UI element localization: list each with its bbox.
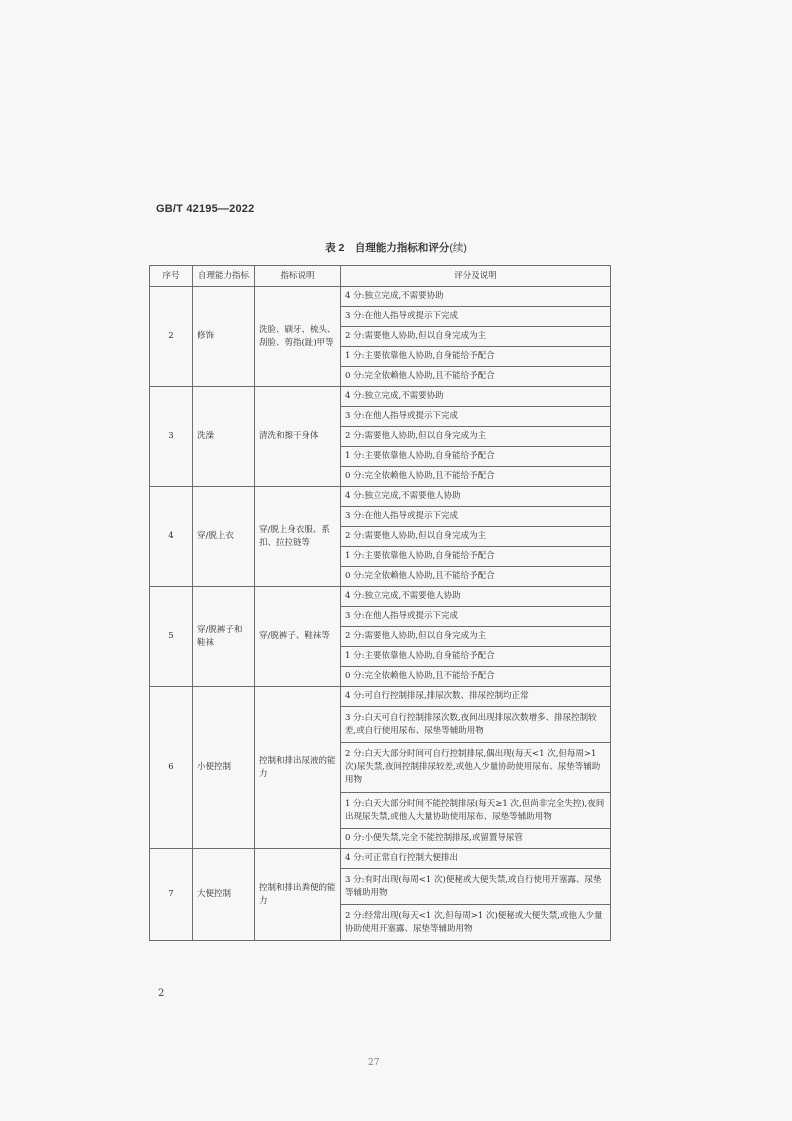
header-score: 评分及说明 [341, 266, 611, 287]
score-cell: 0 分:完全依赖他人协助,且不能给予配合 [341, 467, 611, 487]
footer-mark: 27 [368, 1058, 380, 1068]
score-cell: 4 分:独立完成,不需要协助 [341, 287, 611, 307]
score-cell: 1 分:主要依靠他人协助,自身能给予配合 [341, 647, 611, 667]
ability-cell: 穿/脱裤子和鞋袜 [193, 587, 255, 687]
table-row [150, 487, 611, 507]
score-cell: 2 分:需要他人协助,但以自身完成为主 [341, 427, 611, 447]
serial-cell: 6 [150, 687, 193, 849]
description-cell: 穿/脱上身衣服、系扣、拉拉链等 [255, 487, 341, 587]
table-row [150, 587, 611, 607]
table-row [150, 687, 611, 707]
score-cell: 3 分:在他人指导或提示下完成 [341, 307, 611, 327]
table-title [0, 240, 792, 255]
score-cell: 1 分:主要依靠他人协助,自身能给予配合 [341, 347, 611, 367]
description-cell: 清洗和擦干身体 [255, 387, 341, 487]
score-cell: 1 分:主要依靠他人协助,自身能给予配合 [341, 547, 611, 567]
score-cell: 3 分:有时出现(每周<1 次)便秘或大便失禁,或自行使用开塞露、尿垫等辅助用物 [341, 869, 611, 905]
serial-cell: 2 [150, 287, 193, 387]
score-cell: 4 分:可自行控制排尿,排尿次数、排尿控制均正常 [341, 687, 611, 707]
serial-cell: 4 [150, 487, 193, 587]
serial-cell: 5 [150, 587, 193, 687]
description-cell: 控制和排出粪便的能力 [255, 849, 341, 941]
table-row [150, 387, 611, 407]
ability-cell: 穿/脱上衣 [193, 487, 255, 587]
score-cell: 3 分:白天可自行控制排尿次数,夜间出现排尿次数增多、排尿控制较差,或自行使用尿布、尿垫等辅助用物 [341, 707, 611, 743]
table-title-text: 表 2 自理能力指标和评分 [325, 242, 450, 254]
self-care-score-table [149, 265, 611, 941]
score-cell: 4 分:独立完成,不需要他人协助 [341, 487, 611, 507]
score-cell: 0 分:完全依赖他人协助,且不能给予配合 [341, 667, 611, 687]
table-body [150, 287, 611, 941]
header-description: 指标说明 [255, 266, 341, 287]
score-cell: 4 分:独立完成,不需要协助 [341, 387, 611, 407]
score-cell: 1 分:白天大部分时间不能控制排尿(每天≥1 次,但尚非完全失控),夜间出现尿失禁,或他人大量协助使用尿布、尿垫等辅助用物 [341, 793, 611, 829]
page-number: 2 [158, 988, 165, 999]
description-cell: 控制和排出尿液的能力 [255, 687, 341, 849]
table-row [150, 849, 611, 869]
score-cell: 2 分:需要他人协助,但以自身完成为主 [341, 327, 611, 347]
score-cell: 1 分:主要依靠他人协助,自身能给予配合 [341, 447, 611, 467]
description-cell: 穿/脱裤子、鞋袜等 [255, 587, 341, 687]
header-serial: 序号 [150, 266, 193, 287]
ability-cell: 修饰 [193, 287, 255, 387]
score-cell: 2 分:需要他人协助,但以自身完成为主 [341, 527, 611, 547]
score-cell: 4 分:独立完成,不需要他人协助 [341, 587, 611, 607]
score-cell: 2 分:需要他人协助,但以自身完成为主 [341, 627, 611, 647]
ability-cell: 小便控制 [193, 687, 255, 849]
score-cell: 2 分:白天大部分时间可自行控制排尿,偶出现(每天<1 次,但每周>1 次)尿失禁,夜间控制排尿较差,或他人少量协助使用尿布、尿垫等辅助用物 [341, 743, 611, 793]
table-header-row [150, 266, 611, 287]
score-cell: 4 分:可正常自行控制大便排出 [341, 849, 611, 869]
score-cell: 3 分:在他人指导或提示下完成 [341, 507, 611, 527]
score-cell: 3 分:在他人指导或提示下完成 [341, 407, 611, 427]
score-cell: 2 分:经常出现(每天<1 次,但每周>1 次)便秘或大便失禁,或他人少量协助使用开塞露、尿垫等辅助用物 [341, 905, 611, 941]
score-cell: 3 分:在他人指导或提示下完成 [341, 607, 611, 627]
score-cell: 0 分:小便失禁,完全不能控制排尿,或留置导尿管 [341, 829, 611, 849]
document-code: GB/T 42195—2022 [156, 203, 255, 215]
description-cell: 洗脸、刷牙、梳头、刮脸、剪指(趾)甲等 [255, 287, 341, 387]
score-cell: 0 分:完全依赖他人协助,且不能给予配合 [341, 567, 611, 587]
table-title-continued: (续) [449, 242, 467, 254]
ability-cell: 洗澡 [193, 387, 255, 487]
ability-cell: 大便控制 [193, 849, 255, 941]
score-cell: 0 分:完全依赖他人协助,且不能给予配合 [341, 367, 611, 387]
header-ability: 自理能力指标 [193, 266, 255, 287]
serial-cell: 7 [150, 849, 193, 941]
table-row [150, 287, 611, 307]
serial-cell: 3 [150, 387, 193, 487]
